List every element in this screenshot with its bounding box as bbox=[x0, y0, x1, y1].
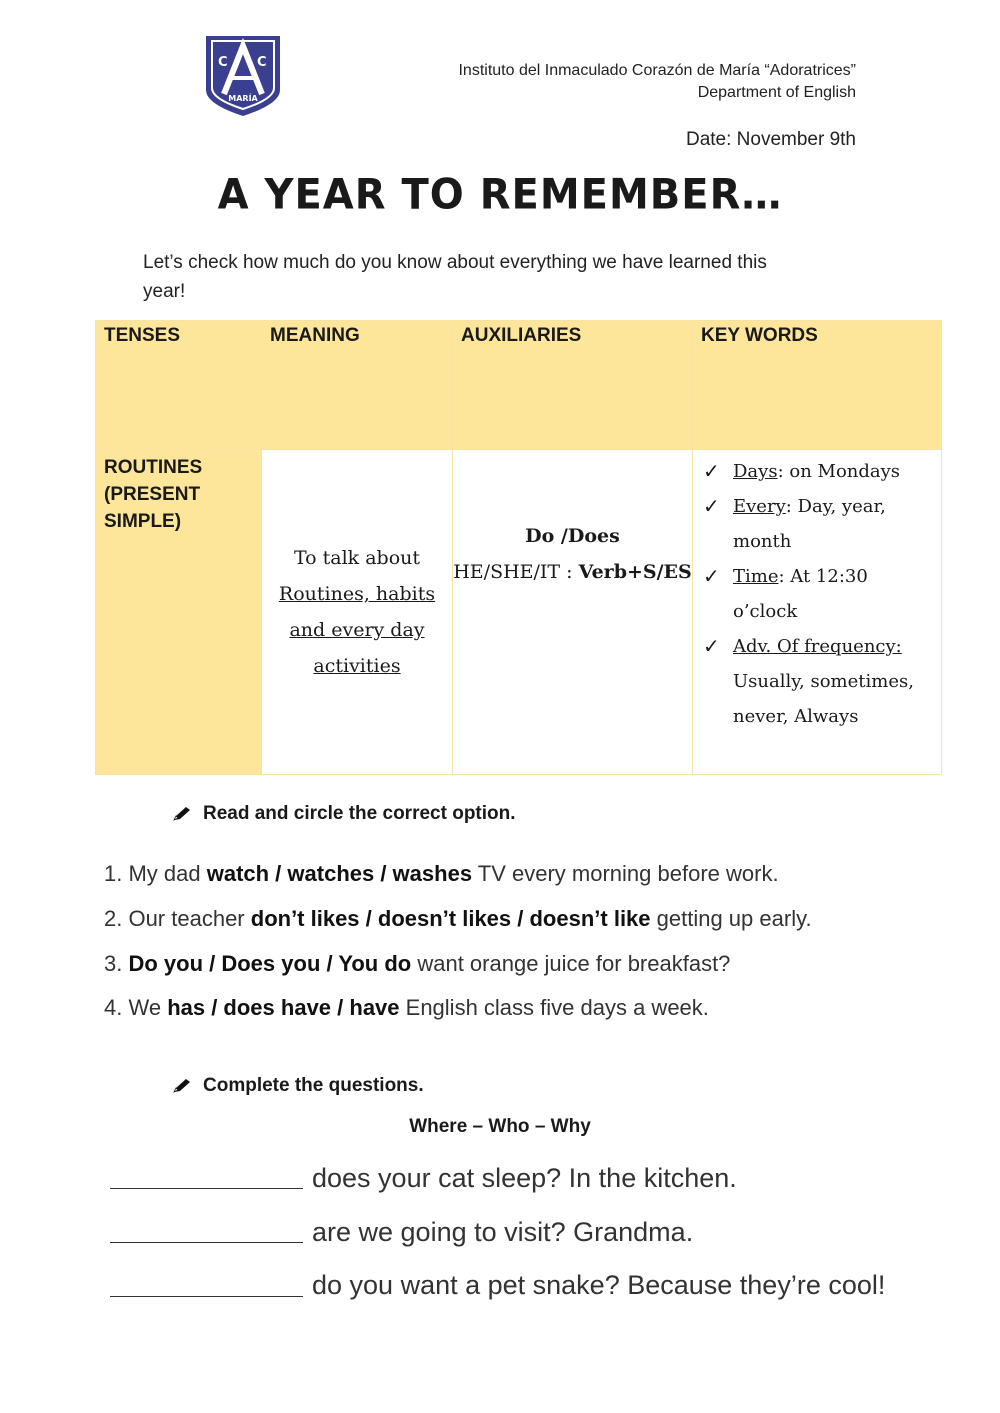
checkmark-icon: ✓ bbox=[703, 494, 720, 518]
department-name: Department of English bbox=[697, 84, 856, 101]
school-crest-logo bbox=[200, 32, 286, 118]
tense-line: (PRESENT bbox=[104, 484, 201, 505]
key-word-item bbox=[703, 454, 935, 489]
table-row bbox=[96, 450, 942, 775]
header-auxiliaries: AUXILIARIES bbox=[453, 321, 693, 450]
item-end: English class five days a week. bbox=[399, 995, 709, 1020]
word-bank: Where – Who – Why bbox=[409, 1116, 591, 1137]
checkmark-icon: ✓ bbox=[703, 564, 720, 588]
key-word-text: : on Mondays bbox=[777, 461, 901, 482]
key-words-cell bbox=[693, 450, 942, 775]
svg-text:C: C bbox=[218, 55, 228, 70]
item-end: want orange juice for breakfast? bbox=[411, 951, 731, 976]
checkmark-icon: ✓ bbox=[703, 459, 720, 483]
item-start: 2. Our teacher bbox=[104, 906, 251, 931]
intro-text bbox=[143, 248, 843, 306]
meaning-line: Routines, habits bbox=[278, 583, 436, 605]
instruction-complete bbox=[172, 1075, 424, 1097]
header-meaning: MEANING bbox=[262, 321, 453, 450]
aux-rule: Verb+S/ES bbox=[578, 561, 692, 583]
aux-rule-line bbox=[453, 554, 692, 590]
date-label: Date: November 9th bbox=[685, 129, 856, 150]
meaning-line: and every day bbox=[289, 619, 425, 641]
key-word-text: : Day, year, month bbox=[733, 496, 886, 552]
pencil-icon bbox=[172, 1078, 192, 1094]
item-options[interactable]: don’t likes / doesn’t likes / doesn’t like bbox=[250, 906, 651, 931]
item-options[interactable]: Do you / Does you / You do bbox=[128, 951, 412, 976]
key-word-item bbox=[703, 629, 935, 734]
auxiliaries-cell bbox=[453, 450, 693, 775]
aux-prefix: HE/SHE/IT : bbox=[453, 561, 579, 583]
item-end: TV every morning before work. bbox=[472, 861, 779, 886]
table-header-row bbox=[96, 321, 942, 450]
checkmark-icon: ✓ bbox=[703, 634, 720, 658]
key-word-term: Time bbox=[733, 566, 779, 587]
tense-line: SIMPLE) bbox=[104, 511, 182, 532]
item-start: 1. My dad bbox=[104, 861, 207, 886]
instruction-text: Complete the questions. bbox=[203, 1075, 424, 1096]
question-text: are we going to visit? Grandma. bbox=[312, 1217, 694, 1247]
question-text: does your cat sleep? In the kitchen. bbox=[312, 1163, 737, 1193]
exercise-item bbox=[104, 906, 812, 932]
key-word-term: Every bbox=[733, 496, 786, 517]
key-word-text: Usually, sometimes, never, Always bbox=[733, 671, 914, 727]
exercise-item bbox=[104, 861, 779, 887]
header-tenses: TENSES bbox=[96, 321, 262, 450]
intro-line-1: Let’s check how much do you know about everything we have learned this bbox=[143, 252, 767, 273]
intro-line-2: year! bbox=[143, 281, 186, 302]
aux-line: Do /Does bbox=[525, 525, 620, 547]
key-word-item bbox=[703, 489, 935, 559]
answer-blank[interactable] bbox=[110, 1296, 303, 1297]
exercise-item bbox=[104, 951, 730, 977]
answer-blank[interactable] bbox=[110, 1242, 303, 1243]
question-text: do you want a pet snake? Because they’re cool! bbox=[312, 1270, 886, 1300]
item-start: 4. We bbox=[104, 995, 168, 1020]
key-word-term: Adv. Of frequency: bbox=[733, 636, 902, 657]
item-end: getting up early. bbox=[650, 906, 812, 931]
school-name: Instituto del Inmaculado Corazón de María “Adoratrices” bbox=[458, 62, 856, 79]
pencil-icon bbox=[172, 806, 192, 822]
tense-line: ROUTINES bbox=[104, 457, 203, 478]
key-words-list bbox=[693, 450, 941, 734]
item-options[interactable]: has / does have / have bbox=[167, 995, 400, 1020]
worksheet-title: A YEAR TO REMEMBER… bbox=[217, 170, 783, 220]
meaning-cell bbox=[262, 450, 453, 775]
key-word-text: : At 12:30 o’clock bbox=[733, 566, 868, 622]
grammar-table bbox=[95, 320, 942, 775]
svg-text:MARÍA: MARÍA bbox=[228, 94, 258, 103]
item-start: 3. bbox=[104, 951, 129, 976]
svg-text:C: C bbox=[257, 55, 267, 70]
exercise-item bbox=[104, 995, 709, 1021]
answer-blank[interactable] bbox=[110, 1188, 303, 1189]
instruction-circle bbox=[172, 803, 516, 825]
instruction-text: Read and circle the correct option. bbox=[203, 803, 516, 824]
meaning-line: activities bbox=[313, 655, 401, 677]
item-options[interactable]: watch / watches / washes bbox=[206, 861, 473, 886]
meaning-line: To talk about bbox=[293, 547, 421, 569]
header-key-words: KEY WORDS bbox=[693, 321, 942, 450]
tense-cell bbox=[96, 450, 262, 775]
key-word-item bbox=[703, 559, 935, 629]
key-word-term: Days bbox=[733, 461, 778, 482]
